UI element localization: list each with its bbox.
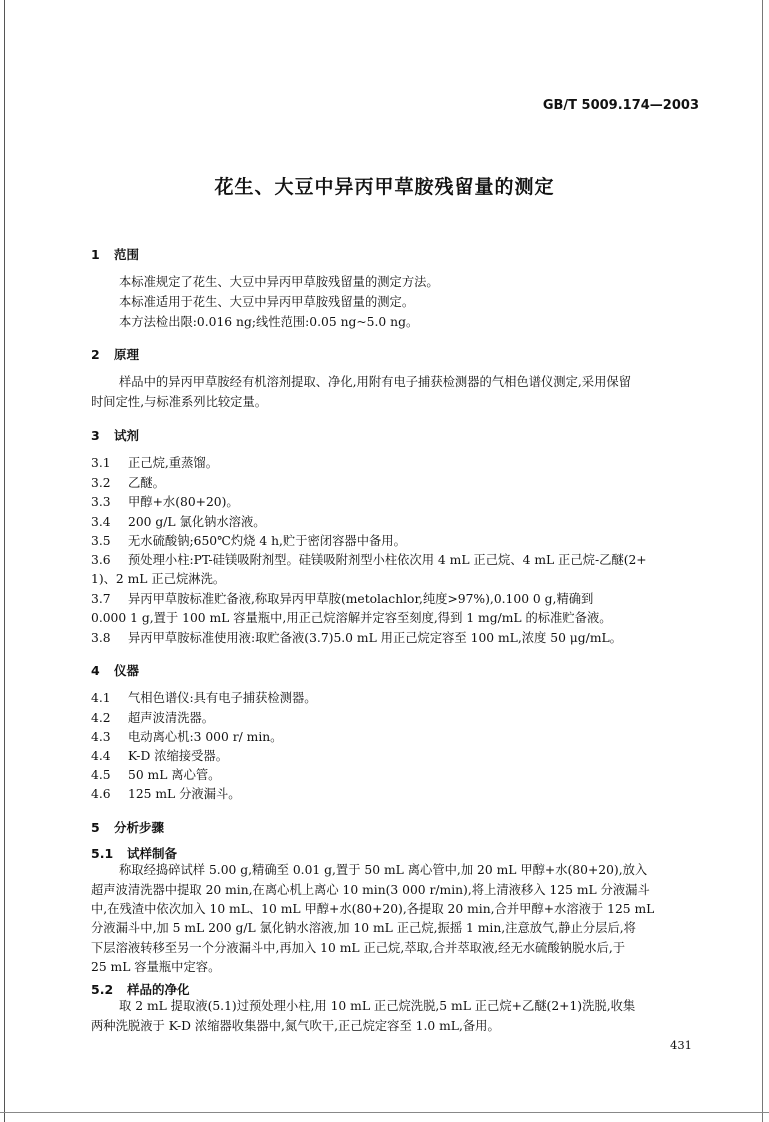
subsection-5-1-heading (91, 844, 177, 862)
item-number: 4.1 (91, 691, 111, 705)
item-text: K-D 浓缩接受器。 (128, 749, 228, 763)
item-text: 异丙甲草胺标准使用液:取贮备液(3.7)5.0 mL 用正己烷定容至 100 mL,浓度 50 μg/mL。 (128, 631, 622, 645)
section-3-heading (91, 426, 139, 444)
section-title: 试剂 (114, 428, 140, 443)
paragraph: 本标准规定了花生、大豆中异丙甲草胺残留量的测定方法。 (119, 275, 439, 289)
item-number: 3.4 (91, 515, 111, 529)
item-number: 4.6 (91, 787, 111, 801)
list-item-continuation: 0.000 1 g,置于 100 mL 容量瓶中,用正己烷溶解并定容至刻度,得到 1 mg/mL 的标准贮备液。 (91, 611, 612, 625)
item-number: 3.5 (91, 534, 111, 548)
page-number: 431 (670, 1038, 692, 1052)
section-number: 4 (91, 663, 100, 678)
item-number: 4.4 (91, 749, 111, 763)
paragraph-line: 超声波清洗器中提取 20 min,在离心机上离心 10 min(3 000 r/min),将上清液移入 125 mL 分液漏斗 (91, 883, 650, 897)
page-border-left (4, 0, 5, 1122)
list-item (91, 729, 282, 745)
item-number: 3.2 (91, 476, 111, 490)
list-item (91, 630, 622, 646)
list-item (91, 455, 218, 471)
subsection-5-2-heading (91, 980, 190, 998)
section-title: 范围 (114, 247, 140, 262)
item-text: 200 g/L 氯化钠水溶液。 (128, 515, 266, 529)
list-item (91, 475, 165, 491)
list-item (91, 767, 220, 783)
item-text: 异丙甲草胺标准贮备液,称取异丙甲草胺(metolachlor,纯度>97%),0.100 0 g,精确到 (128, 592, 594, 606)
list-item (91, 533, 406, 549)
list-item (91, 494, 239, 510)
item-text: 甲醇+水(80+20)。 (128, 495, 239, 509)
subsection-number: 5.2 (91, 982, 114, 997)
subsection-title: 样品的净化 (127, 982, 190, 997)
list-item (91, 690, 317, 706)
item-text: 正己烷,重蒸馏。 (128, 456, 218, 470)
item-number: 3.6 (91, 553, 111, 567)
paragraph-line: 两种洗脱液于 K-D 浓缩器收集器中,氮气吹干,正己烷定容至 1.0 mL,备用。 (91, 1019, 500, 1033)
item-text: 50 mL 离心管。 (128, 768, 221, 782)
paragraph-line: 下层溶液转移至另一个分液漏斗中,再加入 10 mL 正己烷,萃取,合并萃取液,经无水硫酸钠脱水后,于 (91, 941, 626, 955)
item-text: 125 mL 分液漏斗。 (128, 787, 241, 801)
item-number: 3.1 (91, 456, 111, 470)
paragraph-line: 分液漏斗中,加 5 mL 200 g/L 氯化钠水溶液,加 10 mL 正己烷,振摇 1 min,注意放气,静止分层后,将 (91, 921, 636, 935)
paragraph-line: 中,在残渣中依次加入 10 mL、10 mL 甲醇+水(80+20),各提取 20 min,合并甲醇+水溶液于 125 mL (91, 902, 655, 916)
section-number: 3 (91, 428, 100, 443)
section-number: 2 (91, 347, 100, 362)
page-border-bottom (0, 1112, 769, 1113)
item-number: 4.5 (91, 768, 111, 782)
subsection-number: 5.1 (91, 846, 114, 861)
section-title: 分析步骤 (114, 820, 165, 835)
page-border-right (762, 0, 763, 1122)
standard-code: GB/T 5009.174—2003 (542, 98, 699, 113)
item-number: 4.3 (91, 730, 111, 744)
item-text: 预处理小柱:PT-硅镁吸附剂型。硅镁吸附剂型小柱依次用 4 mL 正己烷、4 mL 正己烷-乙醚(2+ (128, 553, 647, 567)
item-text: 超声波清洗器。 (128, 711, 215, 725)
list-item-continuation: 1)、2 mL 正己烷淋洗。 (91, 572, 226, 586)
section-1-heading (91, 245, 139, 263)
item-number: 3.3 (91, 495, 111, 509)
item-number: 4.2 (91, 711, 111, 725)
paragraph: 本标准适用于花生、大豆中异丙甲草胺残留量的测定。 (119, 295, 415, 309)
item-text: 气相色谱仪:具有电子捕获检测器。 (128, 691, 317, 705)
section-number: 5 (91, 820, 100, 835)
subsection-title: 试样制备 (127, 846, 178, 861)
document-title: 花生、大豆中异丙甲草胺残留量的测定 (214, 176, 555, 198)
paragraph-line: 时间定性,与标准系列比较定量。 (91, 395, 268, 409)
section-4-heading (91, 661, 139, 679)
list-item (91, 710, 214, 726)
item-text: 电动离心机:3 000 r/ min。 (128, 730, 283, 744)
section-number: 1 (91, 247, 100, 262)
item-number: 3.7 (91, 592, 111, 606)
paragraph: 本方法检出限:0.016 ng;线性范围:0.05 ng~5.0 ng。 (119, 315, 419, 329)
item-number: 3.8 (91, 631, 111, 645)
list-item (91, 514, 266, 530)
paragraph-line: 25 mL 容量瓶中定容。 (91, 960, 221, 974)
list-item (91, 552, 647, 568)
item-text: 乙醚。 (128, 476, 165, 490)
section-5-heading (91, 818, 164, 836)
section-2-heading (91, 345, 139, 363)
list-item (91, 786, 241, 802)
paragraph-line: 称取经捣碎试样 5.00 g,精确至 0.01 g,置于 50 mL 离心管中,加 20 mL 甲醇+水(80+20),放入 (119, 863, 648, 877)
section-title: 原理 (114, 347, 140, 362)
item-text: 无水硫酸钠;650℃灼烧 4 h,贮于密闭容器中备用。 (128, 534, 406, 548)
list-item (91, 748, 228, 764)
section-title: 仪器 (114, 663, 140, 678)
paragraph-line: 取 2 mL 提取液(5.1)过预处理小柱,用 10 mL 正己烷洗脱,5 mL 正己烷+乙醚(2+1)洗脱,收集 (119, 999, 636, 1013)
paragraph-line: 样品中的异丙甲草胺经有机溶剂提取、净化,用附有电子捕获检测器的气相色谱仪测定,采用保留 (119, 375, 631, 389)
list-item (91, 591, 593, 607)
